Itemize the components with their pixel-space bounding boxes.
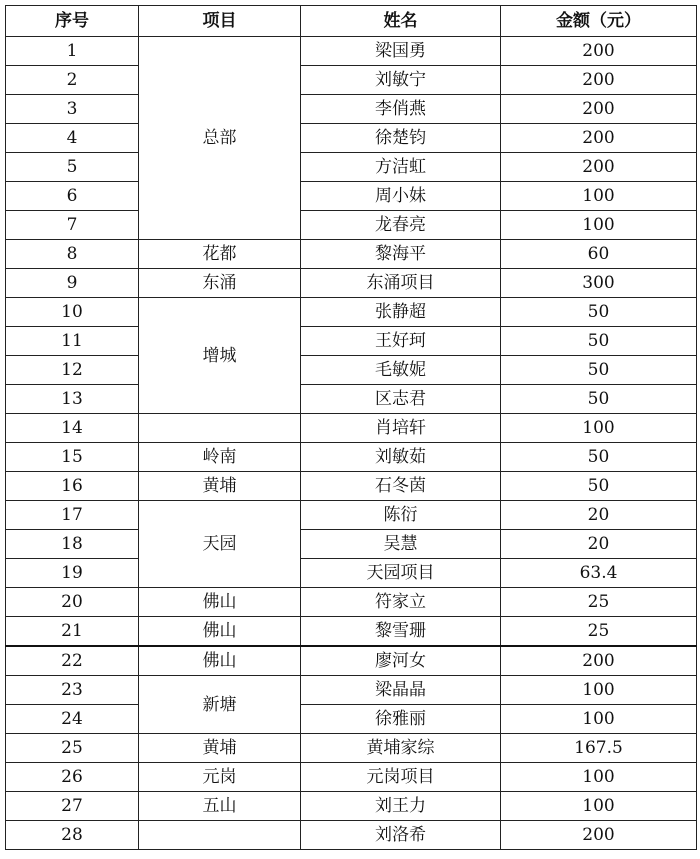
table-row [6,66,697,95]
header-no: 序号 [6,6,139,37]
cell-name: 徐楚钧 [301,124,501,153]
cell-name: 毛敏妮 [301,356,501,385]
cell-amount: 20 [501,530,697,559]
table-row [6,356,697,385]
cell-amount: 50 [501,298,697,327]
cell-name: 李俏燕 [301,95,501,124]
cell-no: 11 [6,327,139,356]
table-row [6,792,697,821]
cell-name: 徐雅丽 [301,705,501,734]
cell-no: 26 [6,763,139,792]
cell-name: 梁晶晶 [301,676,501,705]
table-row [6,821,697,850]
cell-amount: 50 [501,472,697,501]
cell-amount: 100 [501,182,697,211]
table-row [6,211,697,240]
cell-project: 佛山 [139,588,301,617]
table-row [6,385,697,414]
table-body [6,37,697,850]
table-row [6,705,697,734]
cell-project [139,821,301,850]
cell-amount: 25 [501,617,697,647]
table-row [6,646,697,676]
cell-name: 区志君 [301,385,501,414]
table-row [6,559,697,588]
cell-project: 增城 [139,298,301,414]
cell-amount: 100 [501,763,697,792]
cell-name: 刘洛希 [301,821,501,850]
cell-project: 天园 [139,501,301,588]
cell-name: 刘敏茹 [301,443,501,472]
cell-project: 五山 [139,792,301,821]
cell-amount: 200 [501,37,697,66]
cell-project: 花都 [139,240,301,269]
table-row [6,617,697,647]
cell-name: 刘敏宁 [301,66,501,95]
cell-amount: 50 [501,385,697,414]
cell-name: 廖河女 [301,646,501,676]
cell-name: 石冬茵 [301,472,501,501]
table-row [6,472,697,501]
cell-no: 25 [6,734,139,763]
cell-no: 20 [6,588,139,617]
table-row [6,298,697,327]
cell-name: 王好珂 [301,327,501,356]
cell-amount: 200 [501,95,697,124]
table-row [6,37,697,66]
header-project: 项目 [139,6,301,37]
cell-name: 方洁虹 [301,153,501,182]
cell-no: 19 [6,559,139,588]
cell-amount: 100 [501,792,697,821]
cell-amount: 100 [501,414,697,443]
cell-amount: 63.4 [501,559,697,588]
cell-no: 8 [6,240,139,269]
cell-amount: 200 [501,646,697,676]
cell-no: 15 [6,443,139,472]
cell-project: 佛山 [139,617,301,647]
cell-no: 7 [6,211,139,240]
cell-name: 刘王力 [301,792,501,821]
cell-no: 12 [6,356,139,385]
cell-no: 24 [6,705,139,734]
cell-project: 岭南 [139,443,301,472]
table-row [6,588,697,617]
donation-table [5,5,697,850]
cell-project: 黄埔 [139,472,301,501]
cell-no: 6 [6,182,139,211]
cell-no: 13 [6,385,139,414]
cell-name: 陈衍 [301,501,501,530]
cell-no: 5 [6,153,139,182]
cell-no: 28 [6,821,139,850]
cell-project [139,414,301,443]
header-amount: 金额（元） [501,6,697,37]
cell-name: 肖培轩 [301,414,501,443]
cell-no: 1 [6,37,139,66]
cell-no: 3 [6,95,139,124]
cell-project: 元岗 [139,763,301,792]
cell-name: 黎雪珊 [301,617,501,647]
cell-no: 27 [6,792,139,821]
cell-no: 4 [6,124,139,153]
table-row [6,95,697,124]
cell-name: 元岗项目 [301,763,501,792]
table-row [6,501,697,530]
cell-name: 周小妹 [301,182,501,211]
table-row [6,269,697,298]
table-row [6,414,697,443]
cell-project: 东涌 [139,269,301,298]
table-row [6,443,697,472]
cell-name: 梁国勇 [301,37,501,66]
table-row [6,124,697,153]
cell-amount: 50 [501,356,697,385]
table-row [6,676,697,705]
cell-amount: 200 [501,153,697,182]
cell-project: 黄埔 [139,734,301,763]
cell-no: 14 [6,414,139,443]
cell-name: 张静超 [301,298,501,327]
header-row [6,6,697,37]
cell-name: 天园项目 [301,559,501,588]
table-row [6,530,697,559]
cell-project: 佛山 [139,646,301,676]
cell-no: 9 [6,269,139,298]
cell-no: 18 [6,530,139,559]
cell-no: 16 [6,472,139,501]
table-row [6,763,697,792]
cell-amount: 50 [501,443,697,472]
cell-amount: 200 [501,66,697,95]
cell-project: 总部 [139,37,301,240]
cell-no: 22 [6,646,139,676]
cell-amount: 200 [501,124,697,153]
cell-amount: 100 [501,676,697,705]
cell-no: 21 [6,617,139,647]
cell-amount: 167.5 [501,734,697,763]
cell-name: 黄埔家综 [301,734,501,763]
header-name: 姓名 [301,6,501,37]
cell-amount: 60 [501,240,697,269]
cell-name: 东涌项目 [301,269,501,298]
table-row [6,734,697,763]
cell-project: 新塘 [139,676,301,734]
cell-no: 17 [6,501,139,530]
cell-no: 23 [6,676,139,705]
table-header [6,6,697,37]
table-row [6,327,697,356]
cell-name: 吴慧 [301,530,501,559]
cell-no: 10 [6,298,139,327]
cell-name: 符家立 [301,588,501,617]
cell-name: 龙春亮 [301,211,501,240]
table-row [6,240,697,269]
cell-no: 2 [6,66,139,95]
cell-amount: 50 [501,327,697,356]
cell-amount: 25 [501,588,697,617]
donation-table-container [5,5,696,850]
cell-name: 黎海平 [301,240,501,269]
table-row [6,182,697,211]
cell-amount: 20 [501,501,697,530]
cell-amount: 200 [501,821,697,850]
cell-amount: 100 [501,211,697,240]
cell-amount: 100 [501,705,697,734]
table-row [6,153,697,182]
cell-amount: 300 [501,269,697,298]
